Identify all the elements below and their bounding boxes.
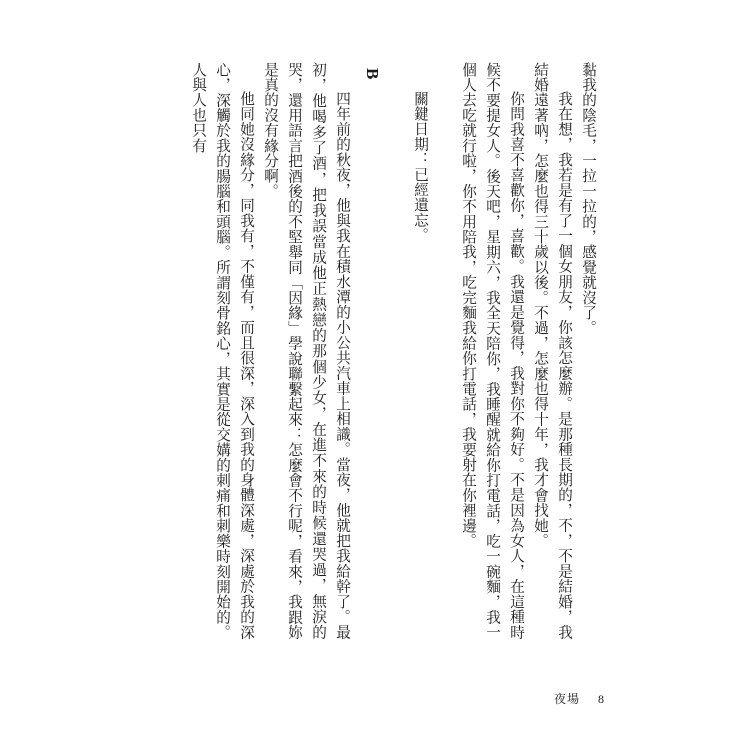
paragraph-2: 我在想，我若是有了一個女朋友，你該怎麼辦。是那種長期的，不，不是結婚，我結婚遠著吶，怎麼也得三十歲以後。不過，怎麼也得十年，我才會找她。 [532, 62, 573, 640]
page-number: 8 [598, 692, 605, 706]
paragraph-5: 他同她沒緣分，同我有，不僅有，而且很深，深入到我的身體深處，深處於我的深心，深觸於我的腸腦和頭腦。所謂刻骨銘心，其實是從交媾的刺痛和刺樂時刻開始的。人與人也只有 [190, 62, 255, 640]
vertical-text-body [170, 62, 600, 640]
paragraph-4: 四年前的秋夜，他與我在積水潭的小公共汽車上相識。當夜，他就把我給幹了。最初，他喝多了酒，把我誤當成他正熱戀的那個少女，在進不來的時候還哭過，無淚的哭，還用語言把酒後的不堅舉同「因緣」學說聯繫起來：怎麼會不行呢，看來，我跟妳是真的沒有緣分啊。 [262, 62, 351, 640]
paragraph-1: 黏我的陰毛，一拉一拉的，感覺就沒了。 [580, 62, 597, 336]
section-heading: B [363, 68, 382, 80]
blank-line [384, 62, 408, 640]
blank-line [432, 62, 456, 640]
key-date-line: 關鍵日期：已經遺忘。 [412, 91, 429, 244]
page-footer [554, 690, 605, 707]
paragraph-3: 你問我喜不喜歡你，喜歡。我還是覺得，我對你不夠好。不是因為女人，在這種時候不要提女人。後天吧，星期六，我全天陪你，我睡醒就給你打電話，吃一碗麵，我一個人去吃就行啦，你不用陪我，吃完麵我給你打電話，我要射在你裡邊。 [460, 62, 525, 640]
running-title: 夜場 [553, 692, 580, 706]
